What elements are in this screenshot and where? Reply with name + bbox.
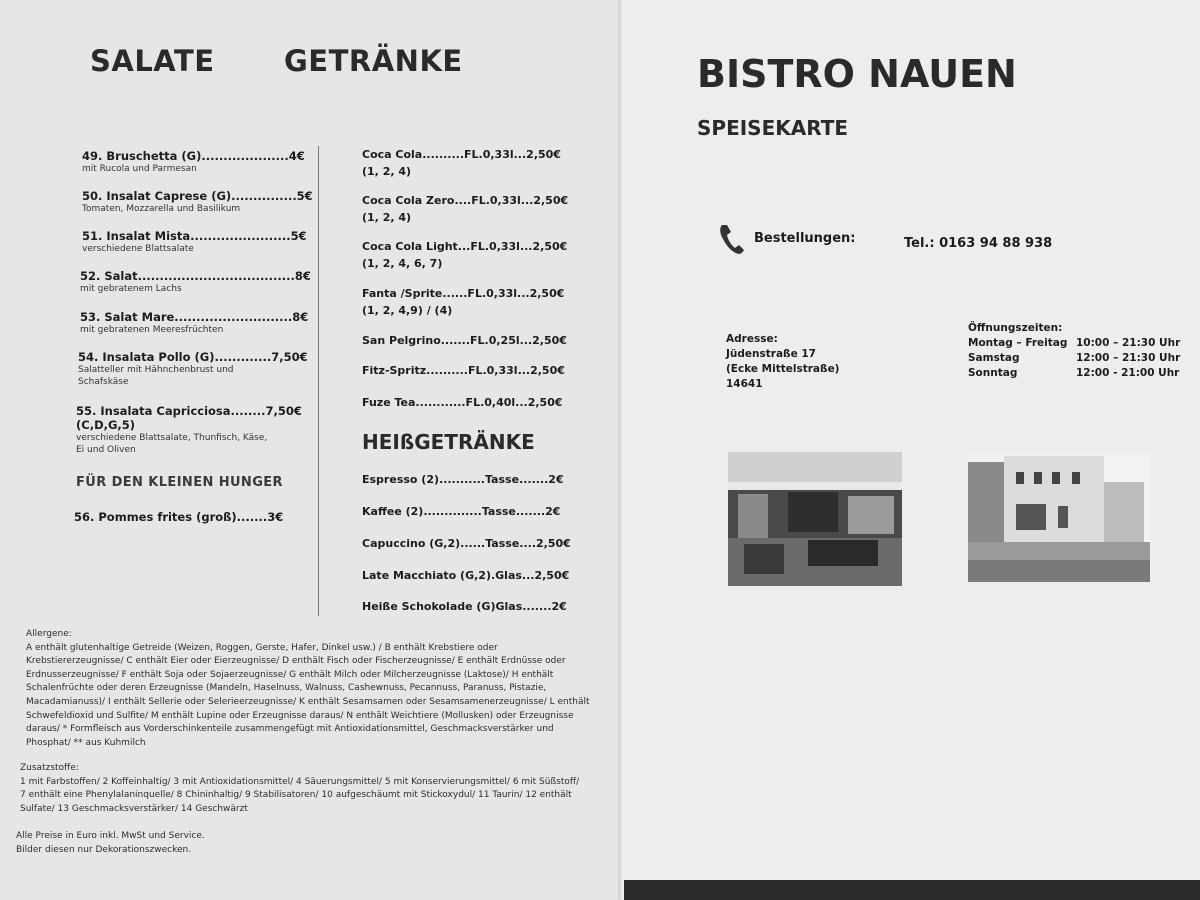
menu-item [80,269,311,295]
drink-line: San Pelgrino.......FL.0,25l...2,50€ [362,334,567,347]
order-label: Bestellungen: [754,231,856,246]
menu-cover-page [622,0,1200,880]
drink-item [362,362,565,379]
phone-icon [718,222,746,256]
snack-heading: FÜR DEN KLEINEN HUNGER [76,475,283,490]
hot-drink-item: Capuccino (G,2)......Tasse....2,50€ [362,537,571,550]
address-block [726,332,840,392]
opening-hours [968,321,1180,381]
item-title: 54. Insalata Pollo (G).............7,50€ [78,350,308,364]
item-description: mit gebratenen Meeresfrüchten [80,325,224,335]
allergens-line: Schwefeldioxid und Sulfite/ M enthält Lupine oder Erzeugnisse daraus/ N enthält Weichtiere (Mollusken) oder Erzeugnisse [26,710,574,721]
footer-note [16,830,205,857]
address-label: Adresse: [726,333,778,345]
allergens-line: Schalenfrüchte oder deren Erzeugnisse (Mandeln, Haselnuss, Walnuss, Cashewnuss, Pecannuss, Paranuss, Pistazie, [26,683,547,694]
item-description: Salatteller mit Hähnchenbrust und Schafskäse [78,365,234,387]
item-title: 53. Salat Mare...........................8€ [80,310,309,324]
phone-number: Tel.: 0163 94 88 938 [904,236,1053,251]
item-description: verschiedene Blattsalate [82,244,194,254]
allergens-line: Erdnusserzeugnisse/ F enthält Soja oder Sojaerzeugnisse/ G enthält Milch oder Milcherzeugnisse (Laktose)/ H enthält [26,669,554,680]
hot-drink-item: Late Macchiato (G,2).Glas...2,50€ [362,569,570,582]
menu-item [80,310,309,336]
allergens-line: A enthält glutenhaltige Getreide (Weizen, Roggen, Gerste, Hafer, Dinkel usw.) / B enthält Krebstiere oder [26,642,498,653]
menu-item-pommes: 56. Pommes frites (groß).......3€ [74,510,284,524]
additives-block [20,762,579,816]
exterior-photo [968,452,1150,582]
drink-line: Fuze Tea............FL.0,40l...2,50€ [362,396,563,409]
drink-line: Coca Cola Zero....FL.0,33l...2,50€ [362,194,569,207]
menu-item [76,404,302,456]
hot-drinks-heading: HEIßGETRÄNKE [362,430,535,454]
additives-line: Sulfate/ 13 Geschmacksverstärker/ 14 Geschwärzt [20,803,248,814]
menu-item [78,350,308,388]
drink-item [362,238,567,272]
drink-item [362,146,561,180]
hours-time: 12:00 - 21:00 Uhr [1076,367,1180,379]
menu-subtitle: SPEISEKARTE [697,116,849,140]
hours-time: 12:00 – 21:30 Uhr [1076,352,1181,364]
hours-day: Montag – Freitag [968,337,1068,349]
additives-line: 1 mit Farbstoffen/ 2 Koffeinhaltig/ 3 mit Antioxidationsmittel/ 4 Säuerungsmittel/ 5 mit Konservierungsmittel/ 6 mit Süßstoff/ [20,776,580,787]
drink-codes: (1, 2, 4,9) / (4) [362,304,453,317]
allergens-line: Phosphat/ ** aus Kuhmilch [26,737,146,748]
hot-drink-item: Heiße Schokolade (G)Glas.......2€ [362,600,567,613]
interior-photo [728,452,902,586]
item-title: 55. Insalata Capricciosa........7,50€ [76,404,302,418]
additives-line: 7 enthält eine Phenylalaninquelle/ 8 Chininhaltig/ 9 Stabilisatoren/ 10 aufgeschäumt mit Stickoxydul/ 11 Taurin/ 12 enthält [20,790,572,801]
additives-heading: Zusatzstoffe: [20,763,79,773]
hours-row [968,351,1180,366]
drink-line: Fitz-Spritz..........FL.0,33l...2,50€ [362,364,565,377]
allergens-line: Macadamianuss)/ I enthält Sellerie oder Selerieerzeugnisse/ K enthält Sesamsamen oder Sesamsamenerzeugnisse/ L enthält [26,696,590,707]
item-title: 50. Insalat Caprese (G)...............5€ [82,189,313,203]
item-description: Tomaten, Mozzarella und Basilikum [82,204,241,214]
hours-label: Öffnungszeiten: [968,322,1063,334]
hours-day: Samstag [968,352,1020,364]
drink-line: Coca Cola Light...FL.0,33l...2,50€ [362,240,568,253]
drink-item [362,192,568,226]
drink-item [362,394,563,411]
drink-line: Fanta /Sprite......FL.0,33l...2,50€ [362,287,565,300]
item-description: mit gebratenem Lachs [80,284,182,294]
hours-row [968,336,1180,351]
menu-item [82,189,313,215]
allergens-heading: Allergene: [26,629,72,639]
footer-prices: Alle Preise in Euro inkl. MwSt und Service. [16,831,205,841]
allergens-line: daraus/ * Formfleisch aus Vorderschinkenteile zusammengefügt mit Antioxidationsmittel, Geschmacksverstärker und [26,724,554,735]
drink-codes: (1, 2, 4, 6, 7) [362,257,443,270]
drinks-heading: GETRÄNKE [284,44,463,78]
hours-time: 10:00 – 21:30 Uhr [1076,337,1181,349]
footer-images: Bilder diesen nur Dekorationszwecken. [16,844,192,855]
item-title: 51. Insalat Mista.......................5€ [82,229,307,243]
hot-drink-item: Espresso (2)...........Tasse.......2€ [362,473,564,486]
address-street: Jüdenstraße 17 [726,348,816,360]
salads-heading: SALATE [90,44,215,78]
address-zip: 14641 [726,378,763,390]
hot-drink-item: Kaffee (2)..............Tasse.......2€ [362,505,561,518]
drink-codes: (1, 2, 4) [362,211,412,224]
menu-item [82,229,307,255]
drink-item [362,332,567,349]
allergens-line: Krebstiererzeugnisse/ C enthält Eier oder Eierzeugnisse/ D enthält Fisch oder Fischerzeugnisse/ E enthält Erdnüsse oder [26,656,566,667]
menu-item [82,149,305,175]
drink-line: Coca Cola..........FL.0,33l...2,50€ [362,148,561,161]
item-title: 49. Bruschetta (G)....................4€ [82,149,305,163]
address-corner: (Ecke Mittelstraße) [726,363,840,375]
restaurant-title: BISTRO NAUEN [697,52,1017,96]
column-divider [318,146,319,616]
item-description: mit Rucola und Parmesan [82,164,197,174]
allergens-block [26,628,590,750]
hours-day: Sonntag [968,367,1018,379]
drink-item [362,285,564,319]
drink-codes: (1, 2, 4) [362,165,412,178]
hours-row [968,366,1180,381]
item-allergen-codes: (C,D,G,5) [76,418,136,432]
item-description: verschiedene Blattsalate, Thunfisch, Käse, Ei und Oliven [76,433,268,455]
item-title: 52. Salat....................................8€ [80,269,311,283]
